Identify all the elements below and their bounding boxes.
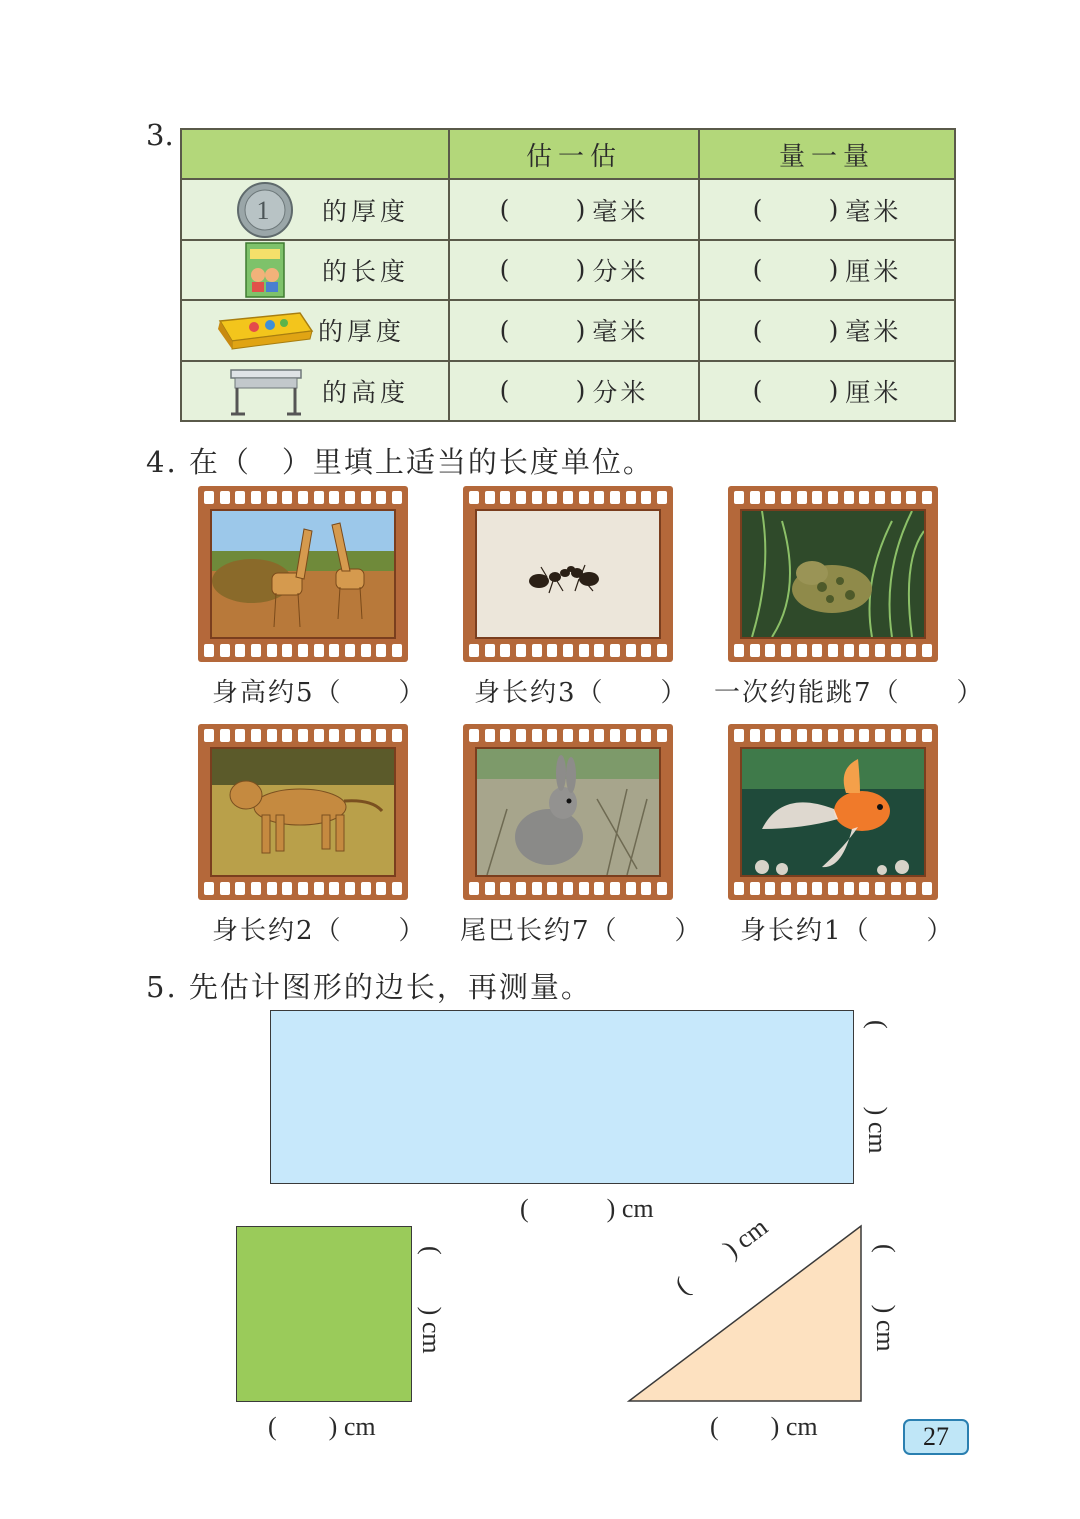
measure-cell: ( ) 厘米 [699, 240, 955, 300]
caption-rabbit: 尾巴长约7（ ） [460, 916, 703, 946]
rectangle-width-blank: ( ) cm [520, 1194, 654, 1223]
object-cell [181, 361, 449, 421]
goldfish-photo [740, 747, 926, 877]
measure-cell: ( ) 毫米 [699, 179, 955, 239]
estimate-unit: 分米 [592, 256, 649, 286]
rabbit-photo [475, 747, 661, 877]
table-row [181, 361, 955, 421]
caption-goldfish: 身长约1（ ） [740, 916, 955, 946]
measure-unit: 毫米 [845, 317, 902, 347]
film-frame-giraffe [198, 486, 408, 662]
film-frame-lion [198, 724, 408, 900]
film-frame-goldfish [728, 724, 938, 900]
rectangle-height-blank: ( ) cm [863, 1020, 892, 1154]
measure-cell: ( ) 毫米 [699, 300, 955, 360]
triangle-base-blank: ( ) cm [710, 1412, 818, 1441]
estimate-cell: ( ) 毫米 [449, 179, 699, 239]
question-4-title: 4. 在（ ）里填上适当的长度单位。 [146, 445, 654, 479]
measure-unit: 厘米 [845, 377, 902, 407]
caption-frog: 一次约能跳7（ ） [714, 678, 985, 708]
question-3-number: 3. [146, 118, 174, 152]
table-header-row [181, 129, 955, 179]
object-cell [181, 179, 449, 239]
object-label: 的长度 [322, 256, 410, 286]
film-frame-ant [463, 486, 673, 662]
pencil-box-icon [214, 302, 314, 358]
object-label: 的厚度 [318, 317, 406, 347]
caption-giraffe: 身高约5（ ） [212, 678, 427, 708]
object-label: 的高度 [322, 377, 410, 407]
square-width-blank: ( ) cm [268, 1412, 376, 1441]
blue-rectangle [270, 1010, 854, 1184]
green-square [236, 1226, 412, 1402]
film-frame-rabbit [463, 724, 673, 900]
desk-icon [216, 363, 316, 419]
measure-cell: ( ) 厘米 [699, 361, 955, 421]
estimate-cell: ( ) 分米 [449, 240, 699, 300]
caption-lion: 身长约2（ ） [212, 916, 427, 946]
question-5-title: 5. 先估计图形的边长，再测量。 [146, 970, 592, 1004]
measure-unit: 毫米 [845, 196, 902, 226]
triangle-height-blank: ( ) cm [871, 1244, 900, 1352]
measure-unit: 厘米 [845, 256, 902, 286]
estimate-cell: ( ) 毫米 [449, 300, 699, 360]
lion-photo [210, 747, 396, 877]
coin-icon [216, 182, 316, 238]
table-row [181, 240, 955, 300]
triangle-hypotenuse-blank: ( ) cm [669, 1212, 773, 1300]
measurement-table [180, 128, 956, 422]
svg-text:1: 1 [256, 195, 274, 225]
frog-photo [740, 509, 926, 639]
estimate-unit: 毫米 [592, 196, 649, 226]
page-number: 27 [903, 1419, 969, 1455]
table-header-blank [181, 129, 449, 179]
table-row [181, 300, 955, 360]
caption-ant: 身长约3（ ） [474, 678, 689, 708]
book-icon [216, 242, 316, 298]
estimate-cell: ( ) 分米 [449, 361, 699, 421]
table-row [181, 179, 955, 239]
film-frame-frog [728, 486, 938, 662]
estimate-unit: 毫米 [592, 317, 649, 347]
estimate-unit: 分米 [592, 377, 649, 407]
object-label: 的厚度 [322, 196, 410, 226]
giraffe-photo [210, 509, 396, 639]
ant-photo [475, 509, 661, 639]
object-cell [181, 240, 449, 300]
object-cell [181, 300, 449, 360]
square-height-blank: ( ) cm [417, 1246, 446, 1354]
table-header-estimate: 估一估 [449, 129, 699, 179]
table-header-measure: 量一量 [699, 129, 955, 179]
